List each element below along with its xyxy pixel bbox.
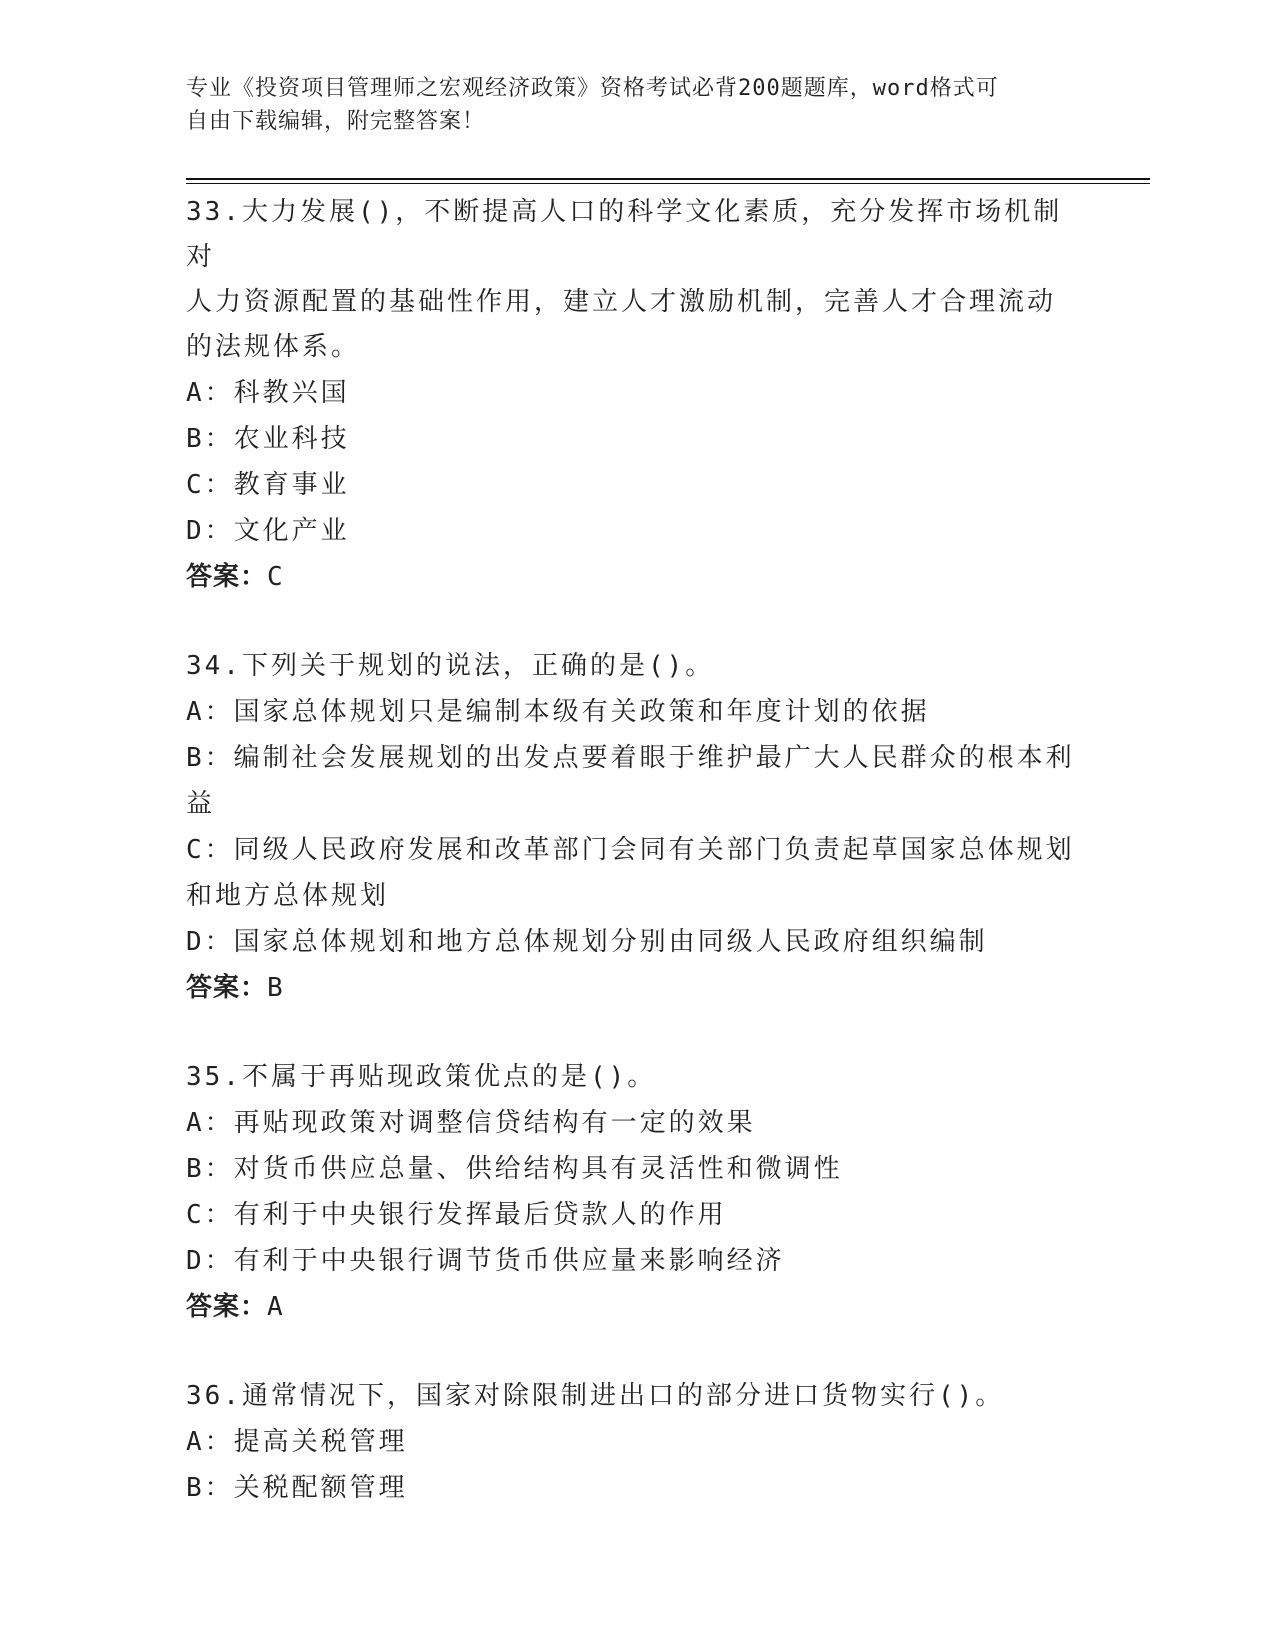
option-b [186, 735, 1086, 827]
question-stem [186, 1374, 1086, 1419]
header-line-2: 自由下载编辑，附完整答案！ [186, 109, 486, 134]
option-d [186, 508, 1086, 554]
option-d [186, 919, 1086, 965]
option-c [186, 827, 1086, 919]
option-b [186, 1465, 1086, 1511]
answer-line [186, 965, 1086, 1011]
answer-value: C [267, 562, 284, 592]
option-line: C：同级人民政府发展和改革部门会同有关部门负责起草国家总体规划 [186, 835, 1075, 865]
option-a [186, 370, 1086, 416]
option-a [186, 1419, 1086, 1465]
question-stem [186, 644, 1086, 689]
question-33 [186, 190, 1086, 600]
option-line: C：教育事业 [186, 470, 350, 500]
option-line: B：农业科技 [186, 424, 350, 454]
question-stem [186, 1055, 1086, 1100]
option-c [186, 1192, 1086, 1238]
option-line: C：有利于中央银行发挥最后贷款人的作用 [186, 1200, 727, 1230]
option-line: A：提高关税管理 [186, 1427, 408, 1457]
answer-label: 答案： [186, 973, 268, 1003]
option-a [186, 1100, 1086, 1146]
answer-value: B [267, 973, 284, 1003]
option-b [186, 416, 1086, 462]
answer-line [186, 1284, 1086, 1330]
answer-value: A [267, 1292, 284, 1322]
answer-label: 答案： [186, 562, 268, 592]
question-stem [186, 190, 1086, 370]
question-stem-line: 的法规体系。 [186, 332, 361, 362]
header-rule-top [186, 178, 1150, 180]
option-line: D：文化产业 [186, 516, 350, 546]
option-c [186, 462, 1086, 508]
option-b [186, 1146, 1086, 1192]
question-36 [186, 1374, 1086, 1511]
option-line: 益 [186, 789, 216, 819]
question-stem-line: 36.通常情况下，国家对除限制进出口的部分进口货物实行()。 [186, 1381, 1005, 1411]
option-line: A：国家总体规划只是编制本级有关政策和年度计划的依据 [186, 697, 930, 727]
question-list [186, 190, 1086, 1555]
header-line-1: 专业《投资项目管理师之宏观经济政策》资格考试必背200题题库，word格式可 [186, 76, 999, 101]
question-stem-line: 人力资源配置的基础性作用，建立人才激励机制，完善人才合理流动 [186, 287, 1057, 317]
answer-line [186, 554, 1086, 600]
question-stem-line: 35.不属于再贴现政策优点的是()。 [186, 1062, 657, 1092]
option-line: D：国家总体规划和地方总体规划分别由同级人民政府组织编制 [186, 927, 988, 957]
option-line: A：再贴现政策对调整信贷结构有一定的效果 [186, 1108, 756, 1138]
option-line: D：有利于中央银行调节货币供应量来影响经济 [186, 1246, 785, 1276]
option-line: B：对货币供应总量、供给结构具有灵活性和微调性 [186, 1154, 843, 1184]
option-a [186, 689, 1086, 735]
question-34 [186, 644, 1086, 1011]
option-line: B：关税配额管理 [186, 1473, 408, 1503]
option-line: 和地方总体规划 [186, 881, 390, 911]
question-35 [186, 1055, 1086, 1330]
header-rule-bottom [186, 183, 1150, 184]
option-line: A：科教兴国 [186, 378, 350, 408]
option-line: B：编制社会发展规划的出发点要着眼于维护最广大人民群众的根本利 [186, 743, 1075, 773]
document-header [186, 72, 1066, 138]
question-stem-line: 33.大力发展()，不断提高人口的科学文化素质，充分发挥市场机制对 [186, 197, 1063, 272]
question-stem-line: 34.下列关于规划的说法，正确的是()。 [186, 651, 715, 681]
option-d [186, 1238, 1086, 1284]
answer-label: 答案： [186, 1292, 268, 1322]
